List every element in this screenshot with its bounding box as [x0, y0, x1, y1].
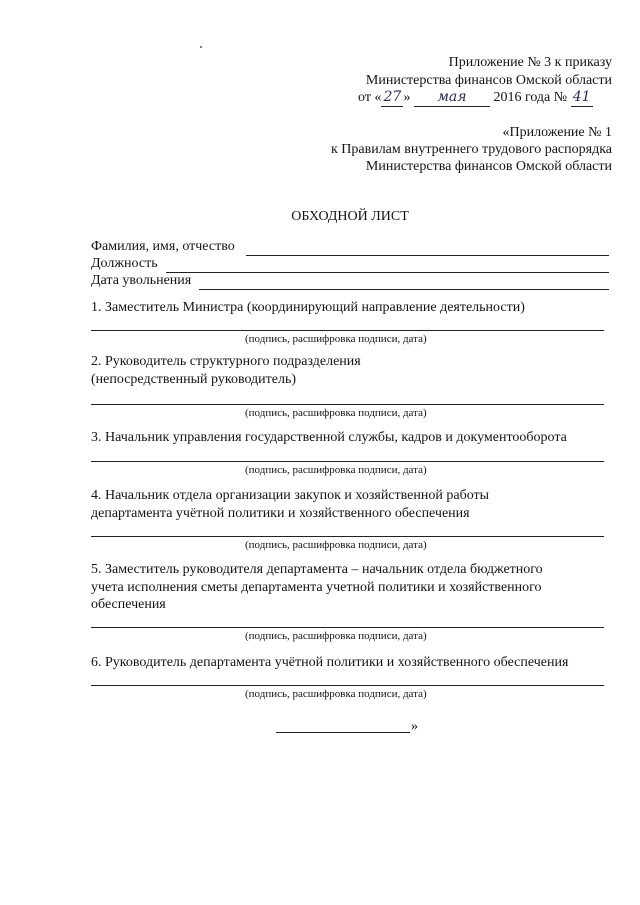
position-field[interactable] — [166, 272, 609, 273]
dismissal-date-label: Дата увольнения — [91, 273, 192, 288]
item-1-signature-line[interactable] — [91, 330, 604, 331]
item-6-signature-caption: (подпись, расшифровка подписи, дата) — [245, 688, 427, 700]
item-2-signature-line[interactable] — [91, 404, 604, 405]
item-3-signature-caption: (подпись, расшифровка подписи, дата) — [245, 464, 427, 476]
handwritten-month: мая — [414, 89, 490, 107]
item-4-signature-caption: (подпись, расшифровка подписи, дата) — [245, 539, 427, 551]
item-4-label-line1: 4. Начальник отдела организации закупок и хозяйственной работы — [91, 488, 490, 503]
date-quote-close: » — [403, 90, 411, 105]
item-5-signature-caption: (подпись, расшифровка подписи, дата) — [245, 630, 427, 642]
item-2-label-line1: 2. Руководитель структурного подразделения — [91, 354, 361, 369]
order-appendix-line1: Приложение № 3 к приказу — [448, 55, 612, 70]
date-prefix: от « — [358, 90, 382, 105]
handwritten-day: 27 — [381, 89, 403, 107]
full-name-label: Фамилия, имя, отчество — [91, 239, 235, 254]
order-appendix-line2: Министерства финансов Омской области — [365, 73, 612, 88]
closing-line[interactable] — [276, 732, 410, 733]
item-4-label-line2: департамента учётной политики и хозяйственного обеспечения — [91, 506, 470, 521]
full-name-field[interactable] — [246, 255, 609, 256]
item-2-label-line2: (непосредственный руководитель) — [91, 372, 297, 387]
item-5-signature-line[interactable] — [91, 627, 604, 628]
item-2-signature-caption: (подпись, расшифровка подписи, дата) — [245, 407, 427, 419]
item-6-label: 6. Руководитель департамента учётной политики и хозяйственного обеспечения — [91, 655, 569, 670]
closing-quote: » — [411, 719, 418, 734]
item-3-label: 3. Начальник управления государственной службы, кадров и документооборота — [91, 430, 567, 445]
handwritten-order-number: 41 — [571, 89, 593, 107]
rules-appendix-line2: к Правилам внутреннего трудового распорядка — [330, 142, 612, 157]
rules-appendix-line1: «Приложение № 1 — [502, 125, 612, 140]
item-4-signature-line[interactable] — [91, 536, 604, 537]
position-label: Должность — [91, 256, 158, 271]
order-date-line — [358, 89, 593, 107]
item-5-label-line1: 5. Заместитель руководителя департамента – начальник отдела бюджетного — [91, 562, 543, 577]
item-5-label-line3: обеспечения — [91, 597, 166, 612]
item-5-label-line2: учета исполнения сметы департамента учетной политики и хозяйственного — [91, 580, 542, 595]
order-year-text: 2016 года № — [493, 90, 568, 105]
item-1-label: 1. Заместитель Министра (координирующий направление деятельности) — [91, 300, 525, 315]
dismissal-date-field[interactable] — [199, 289, 609, 290]
document-title: ОБХОДНОЙ ЛИСТ — [291, 209, 409, 224]
item-3-signature-line[interactable] — [91, 461, 604, 462]
item-1-signature-caption: (подпись, расшифровка подписи, дата) — [245, 333, 427, 345]
rules-appendix-line3: Министерства финансов Омской области — [365, 159, 612, 174]
item-6-signature-line[interactable] — [91, 685, 604, 686]
scan-speck — [200, 46, 202, 48]
